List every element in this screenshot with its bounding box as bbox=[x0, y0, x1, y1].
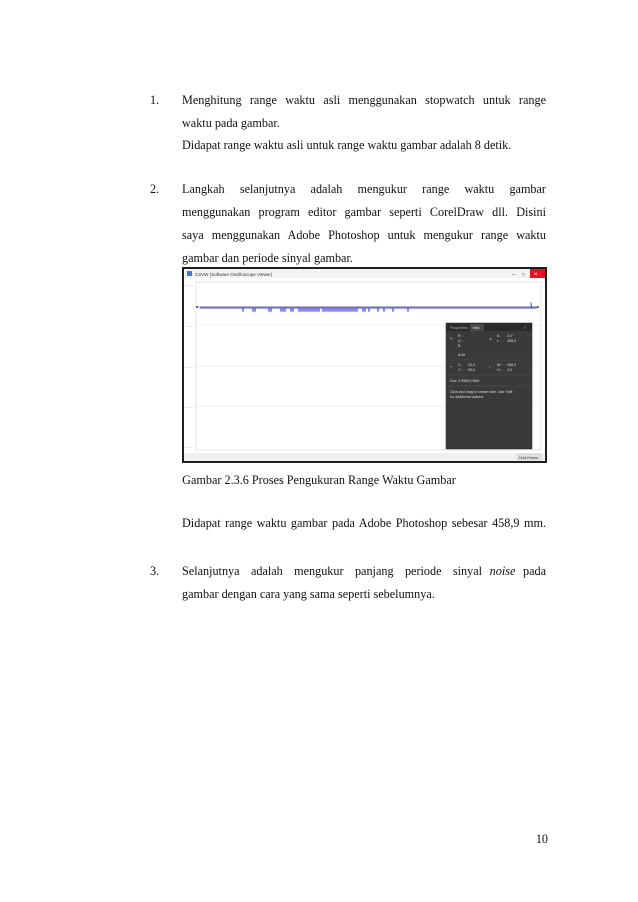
y-label: Y : bbox=[458, 368, 463, 372]
item-1-number: 1. bbox=[150, 93, 160, 107]
crosshair-icon: + bbox=[450, 365, 453, 369]
svg-text:— —: — — bbox=[186, 405, 193, 409]
size-icon: ⌐ bbox=[489, 365, 492, 369]
eyedropper-icon: ✎ bbox=[450, 337, 454, 341]
panel-menu-icon[interactable]: ≡ bbox=[524, 325, 527, 330]
angle-icon: ∠ bbox=[489, 337, 493, 341]
tab-info[interactable]: Info bbox=[473, 325, 480, 330]
item-3-line-2: gambar dengan cara yang sama seperti sebelumnya. bbox=[182, 587, 435, 601]
tab-properties[interactable]: Properties bbox=[450, 325, 469, 330]
item-2-line-1: Langkah selanjutnya adalah mengukur range waktu gambar bbox=[182, 182, 546, 196]
item-3-emphasis: noise bbox=[489, 564, 516, 578]
item-3-line-1 bbox=[182, 564, 546, 579]
svg-text:— —: — — bbox=[186, 365, 193, 369]
item-1-line-1: Menghitung range waktu asli menggunakan stopwatch untuk range bbox=[182, 93, 546, 107]
w-value: 458,9 bbox=[507, 363, 516, 367]
x-label: X : bbox=[458, 363, 463, 367]
item-2-line-4: gambar dan periode sinyal gambar. bbox=[182, 251, 353, 265]
h-label: H : bbox=[497, 368, 502, 372]
close-icon[interactable]: × bbox=[534, 272, 538, 278]
a-label: A : bbox=[497, 334, 502, 338]
hold-freeze-label[interactable]: Hold Freeze bbox=[519, 456, 539, 460]
item-3-line-1-end: pada bbox=[522, 564, 546, 578]
page-number: 10 bbox=[535, 832, 548, 846]
bit-depth: 8-bit bbox=[458, 353, 465, 357]
item-1-line-2: waktu pada gambar. bbox=[182, 116, 280, 130]
svg-text:— —: — — bbox=[186, 324, 193, 328]
w-label: W : bbox=[497, 363, 503, 367]
a-value: 0,0° bbox=[507, 334, 514, 338]
r-label: R : bbox=[458, 334, 463, 338]
x-value: 24,9 bbox=[468, 363, 475, 367]
item-3-line-1-text: Selanjutnya adalah mengukur panjang periode sinyal bbox=[182, 564, 482, 578]
y-value: 69,6 bbox=[468, 368, 475, 372]
l-label: L : bbox=[497, 339, 501, 343]
h-value: 0,0 bbox=[507, 368, 512, 372]
window-title: CSVW (Software Oscilloscope Viewer) bbox=[195, 272, 273, 277]
svg-text:— —: — — bbox=[186, 445, 193, 449]
item-2-line-2: menggunakan program editor gambar seperti CorelDraw dll. Disini bbox=[182, 205, 546, 219]
doc-size: Doc: 2,95M/2,95M bbox=[450, 379, 480, 383]
b-label: B : bbox=[458, 344, 463, 348]
measurement-result: Didapat range waktu gambar pada Adobe Photoshop sebesar 458,9 mm. bbox=[182, 516, 546, 530]
ruler-hint: Click and drag to create ruler. Use Shift for additional options. bbox=[450, 390, 513, 399]
l-value: 458,9 bbox=[507, 339, 516, 343]
maximize-icon[interactable]: □ bbox=[522, 272, 526, 278]
item-3-number: 3. bbox=[150, 564, 160, 578]
item-2-number: 2. bbox=[150, 182, 160, 196]
svg-text:— —: — — bbox=[186, 283, 193, 287]
figure-screenshot bbox=[182, 267, 547, 463]
g-label: G : bbox=[458, 339, 463, 343]
item-2-line-3: saya menggunakan Adobe Photoshop untuk mengukur range waktu bbox=[182, 228, 546, 242]
item-1-result: Didapat range waktu asli untuk range waktu gambar adalah 8 detik. bbox=[182, 138, 512, 152]
figure-caption: Gambar 2.3.6 Proses Pengukuran Range Waktu Gambar bbox=[182, 473, 456, 487]
minimize-icon[interactable]: – bbox=[512, 272, 516, 278]
